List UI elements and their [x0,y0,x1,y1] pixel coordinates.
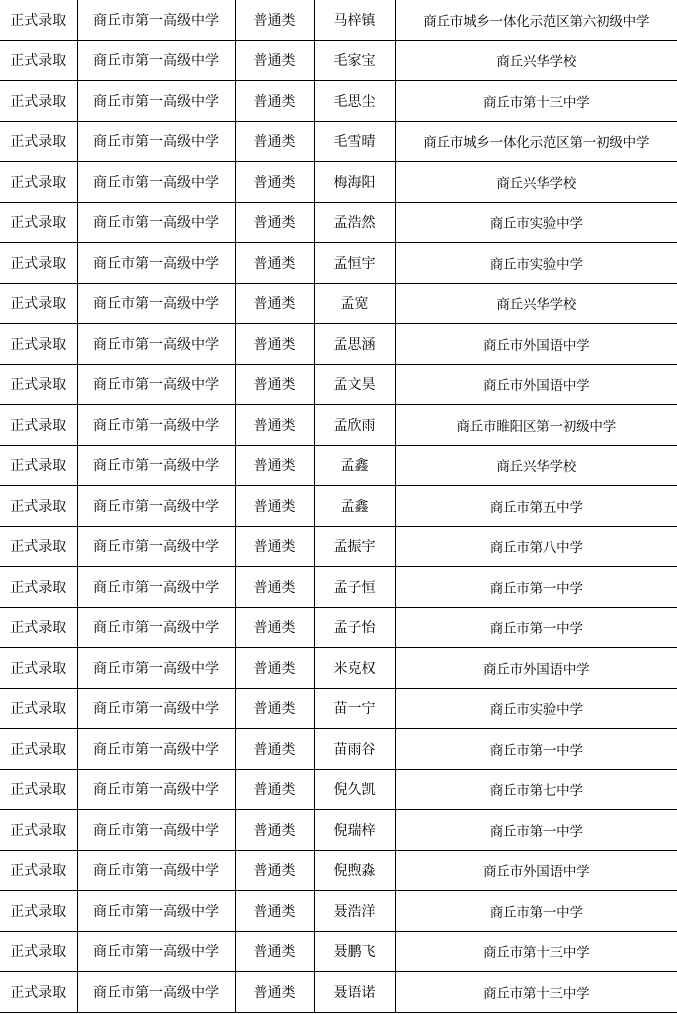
status-cell: 正式录取 [0,283,77,324]
status-cell: 正式录取 [0,688,77,729]
admit-school-cell: 商丘市第一高级中学 [77,567,235,608]
table-row [0,202,677,243]
student-name-cell: 毛思尘 [314,81,395,122]
category-cell: 普通类 [235,121,314,162]
admit-school-cell: 商丘市第一高级中学 [77,648,235,689]
category-cell: 普通类 [235,931,314,972]
student-name-cell: 孟思涵 [314,324,395,365]
category-cell: 普通类 [235,769,314,810]
status-cell: 正式录取 [0,486,77,527]
student-name-cell: 孟宽 [314,283,395,324]
table-row [0,891,677,932]
status-cell: 正式录取 [0,324,77,365]
student-name-cell: 马梓镇 [314,0,395,40]
status-cell: 正式录取 [0,648,77,689]
category-cell: 普通类 [235,688,314,729]
status-cell: 正式录取 [0,891,77,932]
student-name-cell: 孟文昊 [314,364,395,405]
graduate-school-cell: 商丘市第一中学 [395,607,677,648]
table-row [0,0,677,40]
category-cell: 普通类 [235,891,314,932]
category-cell: 普通类 [235,607,314,648]
category-cell: 普通类 [235,526,314,567]
category-cell: 普通类 [235,486,314,527]
graduate-school-cell: 商丘市第十三中学 [395,931,677,972]
status-cell: 正式录取 [0,40,77,81]
student-name-cell: 毛雪晴 [314,121,395,162]
student-name-cell: 倪煦淼 [314,850,395,891]
table-row [0,405,677,446]
graduate-school-cell: 商丘市实验中学 [395,202,677,243]
status-cell: 正式录取 [0,729,77,770]
status-cell: 正式录取 [0,445,77,486]
category-cell: 普通类 [235,729,314,770]
admit-school-cell: 商丘市第一高级中学 [77,81,235,122]
status-cell: 正式录取 [0,162,77,203]
admit-school-cell: 商丘市第一高级中学 [77,810,235,851]
category-cell: 普通类 [235,445,314,486]
graduate-school-cell: 商丘市外国语中学 [395,324,677,365]
student-name-cell: 苗一宁 [314,688,395,729]
graduate-school-cell: 商丘兴华学校 [395,283,677,324]
status-cell: 正式录取 [0,405,77,446]
table-row [0,162,677,203]
admit-school-cell: 商丘市第一高级中学 [77,40,235,81]
category-cell: 普通类 [235,405,314,446]
table-row [0,729,677,770]
graduate-school-cell: 商丘市第八中学 [395,526,677,567]
graduate-school-cell: 商丘市实验中学 [395,688,677,729]
graduate-school-cell: 商丘市第一中学 [395,810,677,851]
admit-school-cell: 商丘市第一高级中学 [77,607,235,648]
table-row [0,283,677,324]
graduate-school-cell: 商丘市睢阳区第一初级中学 [395,405,677,446]
status-cell: 正式录取 [0,121,77,162]
category-cell: 普通类 [235,40,314,81]
student-name-cell: 孟子恒 [314,567,395,608]
category-cell: 普通类 [235,202,314,243]
admit-school-cell: 商丘市第一高级中学 [77,364,235,405]
category-cell: 普通类 [235,648,314,689]
category-cell: 普通类 [235,283,314,324]
admit-school-cell: 商丘市第一高级中学 [77,486,235,527]
table-row [0,40,677,81]
table-row [0,648,677,689]
table-row [0,243,677,284]
admit-school-cell: 商丘市第一高级中学 [77,324,235,365]
status-cell: 正式录取 [0,202,77,243]
student-name-cell: 孟欣雨 [314,405,395,446]
graduate-school-cell: 商丘市第十三中学 [395,972,677,1013]
table-row [0,486,677,527]
category-cell: 普通类 [235,850,314,891]
student-name-cell: 孟恒宇 [314,243,395,284]
student-name-cell: 孟鑫 [314,445,395,486]
table-row [0,688,677,729]
student-name-cell: 聂浩洋 [314,891,395,932]
student-name-cell: 孟振宇 [314,526,395,567]
status-cell: 正式录取 [0,0,77,40]
student-name-cell: 倪瑞梓 [314,810,395,851]
admit-school-cell: 商丘市第一高级中学 [77,526,235,567]
table-row [0,324,677,365]
status-cell: 正式录取 [0,364,77,405]
table-row [0,607,677,648]
status-cell: 正式录取 [0,607,77,648]
table-row [0,567,677,608]
admit-school-cell: 商丘市第一高级中学 [77,162,235,203]
category-cell: 普通类 [235,162,314,203]
category-cell: 普通类 [235,567,314,608]
student-name-cell: 毛家宝 [314,40,395,81]
status-cell: 正式录取 [0,972,77,1013]
table-row [0,526,677,567]
graduate-school-cell: 商丘市第一中学 [395,729,677,770]
student-name-cell: 苗雨谷 [314,729,395,770]
category-cell: 普通类 [235,324,314,365]
graduate-school-cell: 商丘兴华学校 [395,445,677,486]
admit-school-cell: 商丘市第一高级中学 [77,121,235,162]
admit-school-cell: 商丘市第一高级中学 [77,202,235,243]
graduate-school-cell: 商丘市城乡一体化示范区第六初级中学 [395,0,677,40]
status-cell: 正式录取 [0,243,77,284]
category-cell: 普通类 [235,81,314,122]
graduate-school-cell: 商丘兴华学校 [395,162,677,203]
status-cell: 正式录取 [0,567,77,608]
category-cell: 普通类 [235,972,314,1013]
category-cell: 普通类 [235,0,314,40]
table-row [0,121,677,162]
admit-school-cell: 商丘市第一高级中学 [77,405,235,446]
admit-school-cell: 商丘市第一高级中学 [77,283,235,324]
student-name-cell: 梅海阳 [314,162,395,203]
status-cell: 正式录取 [0,81,77,122]
admit-school-cell: 商丘市第一高级中学 [77,0,235,40]
admit-school-cell: 商丘市第一高级中学 [77,688,235,729]
graduate-school-cell: 商丘市第一中学 [395,891,677,932]
admit-school-cell: 商丘市第一高级中学 [77,891,235,932]
table-row [0,364,677,405]
student-name-cell: 米克权 [314,648,395,689]
graduate-school-cell: 商丘市实验中学 [395,243,677,284]
admit-school-cell: 商丘市第一高级中学 [77,931,235,972]
status-cell: 正式录取 [0,850,77,891]
graduate-school-cell: 商丘市第七中学 [395,769,677,810]
student-name-cell: 孟子怡 [314,607,395,648]
table-row [0,810,677,851]
admit-school-cell: 商丘市第一高级中学 [77,445,235,486]
category-cell: 普通类 [235,243,314,284]
table-row [0,931,677,972]
admit-school-cell: 商丘市第一高级中学 [77,243,235,284]
table-row [0,81,677,122]
graduate-school-cell: 商丘市城乡一体化示范区第一初级中学 [395,121,677,162]
admit-school-cell: 商丘市第一高级中学 [77,729,235,770]
graduate-school-cell: 商丘市第一中学 [395,567,677,608]
graduate-school-cell: 商丘市外国语中学 [395,364,677,405]
category-cell: 普通类 [235,364,314,405]
student-name-cell: 孟鑫 [314,486,395,527]
table-row [0,972,677,1013]
student-name-cell: 聂鹏飞 [314,931,395,972]
graduate-school-cell: 商丘市外国语中学 [395,648,677,689]
table-row [0,769,677,810]
status-cell: 正式录取 [0,810,77,851]
student-name-cell: 聂语诺 [314,972,395,1013]
status-cell: 正式录取 [0,769,77,810]
admit-school-cell: 商丘市第一高级中学 [77,972,235,1013]
graduate-school-cell: 商丘兴华学校 [395,40,677,81]
graduate-school-cell: 商丘市外国语中学 [395,850,677,891]
student-name-cell: 倪久凯 [314,769,395,810]
admit-school-cell: 商丘市第一高级中学 [77,769,235,810]
graduate-school-cell: 商丘市第十三中学 [395,81,677,122]
table-row [0,445,677,486]
status-cell: 正式录取 [0,931,77,972]
admit-school-cell: 商丘市第一高级中学 [77,850,235,891]
student-name-cell: 孟浩然 [314,202,395,243]
category-cell: 普通类 [235,810,314,851]
graduate-school-cell: 商丘市第五中学 [395,486,677,527]
status-cell: 正式录取 [0,526,77,567]
table-row [0,850,677,891]
